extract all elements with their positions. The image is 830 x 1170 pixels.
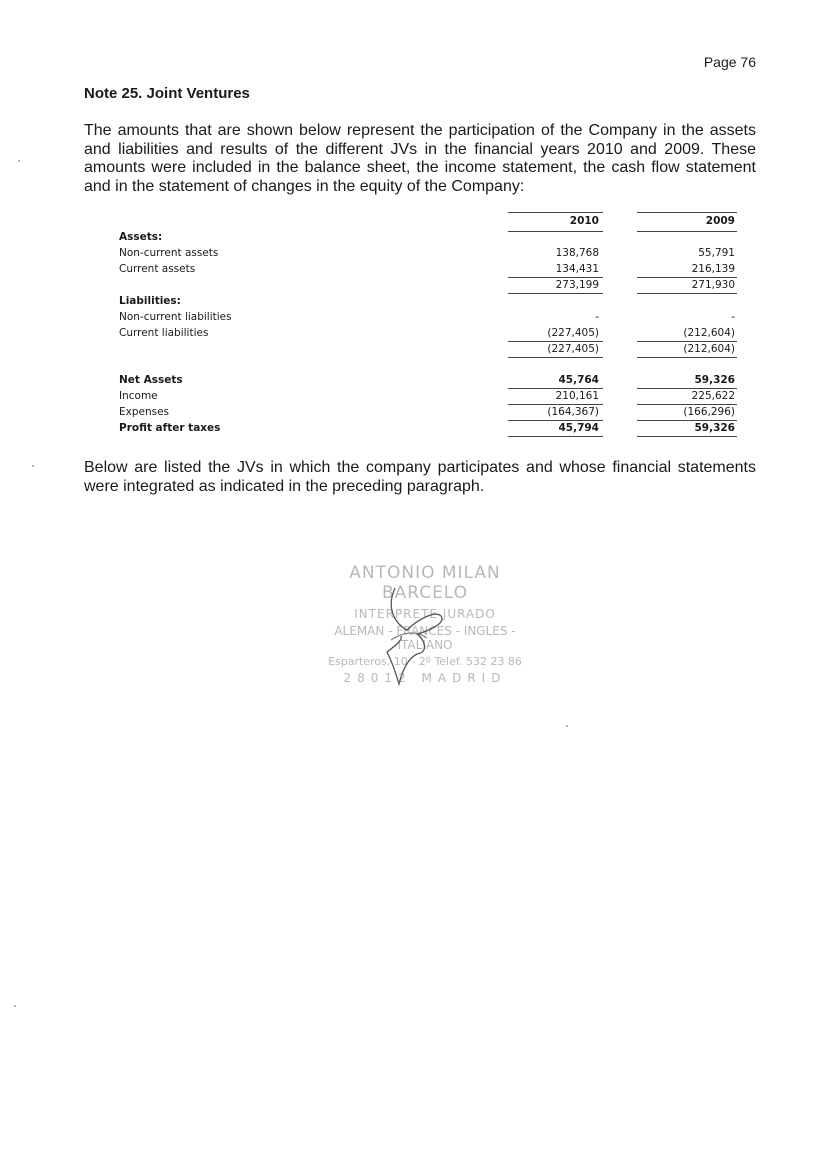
value-2010: 273,199 xyxy=(555,279,599,291)
note-title: Note 25. Joint Ventures xyxy=(84,85,250,102)
row-label: Assets: xyxy=(119,231,163,243)
table-row xyxy=(119,229,739,245)
table-row xyxy=(119,293,739,309)
scan-speck xyxy=(566,725,568,727)
stamp-address: Esparteros, 10 - 2º Telef. 532 23 86 xyxy=(328,655,522,668)
underline-rule xyxy=(637,436,737,437)
underline-rule xyxy=(508,357,603,358)
row-label: Non-current liabilities xyxy=(119,311,232,323)
underline-rule xyxy=(508,436,603,437)
value-2009: 55,791 xyxy=(698,247,735,259)
table-row xyxy=(119,420,739,436)
value-2009: (166,296) xyxy=(683,406,735,418)
table-row xyxy=(119,388,739,404)
value-2009: 59,326 xyxy=(694,374,735,386)
table-row xyxy=(119,325,739,341)
underline-rule xyxy=(637,357,737,358)
value-2010: (227,405) xyxy=(547,343,599,355)
value-2010: - xyxy=(595,311,599,323)
value-2010: 138,768 xyxy=(555,247,599,259)
value-2009: 225,622 xyxy=(691,390,735,402)
value-2010: 45,794 xyxy=(558,422,599,434)
table-row xyxy=(119,309,739,325)
row-label: Current assets xyxy=(119,263,196,275)
value-2009: 216,139 xyxy=(691,263,735,275)
scan-speck xyxy=(18,160,20,162)
value-2010: 210,161 xyxy=(555,390,599,402)
page-number: Page 76 xyxy=(703,54,756,70)
row-label: Expenses xyxy=(119,406,170,418)
table-row xyxy=(119,404,739,420)
stamp-name: ANTONIO MILAN BARCELO xyxy=(349,563,501,603)
row-label: Non-current assets xyxy=(119,247,219,259)
table-row xyxy=(119,245,739,261)
column-header-2010: 2010 xyxy=(569,215,599,227)
intro-paragraph: The amounts that are shown below represent the participation of the Company in the assets and liabilities and results of the different JVs in the financial years 2010 and 2009. These amounts were included in the balance sheet, the income statement, the cash flow statement and in the statement of changes in the equity of the Company: xyxy=(84,122,756,195)
column-header-2009: 2009 xyxy=(705,215,735,227)
table-row xyxy=(119,372,739,388)
row-label: Income xyxy=(119,390,158,402)
table-row xyxy=(119,261,739,277)
value-2010: 45,764 xyxy=(558,374,599,386)
row-label: Net Assets xyxy=(119,374,183,386)
row-label: Current liabilities xyxy=(119,327,209,339)
stamp-city: 28012 MADRID xyxy=(343,671,507,685)
outro-paragraph: Below are listed the JVs in which the company participates and whose financial statements were integrated as indicated in the preceding paragraph. xyxy=(84,459,756,495)
table-row xyxy=(119,341,739,357)
value-2009: 271,930 xyxy=(691,279,735,291)
scan-speck xyxy=(32,465,34,467)
scan-speck xyxy=(14,1005,16,1007)
financial-table xyxy=(119,212,739,436)
row-label: Liabilities: xyxy=(119,295,181,307)
value-2009: - xyxy=(731,311,735,323)
value-2009: (212,604) xyxy=(683,327,735,339)
handwritten-signature xyxy=(355,580,475,690)
value-2010: (164,367) xyxy=(547,406,599,418)
stamp-role: INTERPRETE JURADO xyxy=(354,607,496,621)
row-label: Profit after taxes xyxy=(119,422,221,434)
stamp-languages: ALEMAN - FRANCES - INGLES - ITALIANO xyxy=(334,624,516,652)
value-2010: 134,431 xyxy=(555,263,599,275)
table-body xyxy=(119,229,739,436)
value-2009: (212,604) xyxy=(683,343,735,355)
value-2010: (227,405) xyxy=(547,327,599,339)
table-header-row xyxy=(119,213,739,229)
value-2009: 59,326 xyxy=(694,422,735,434)
table-row xyxy=(119,277,739,293)
